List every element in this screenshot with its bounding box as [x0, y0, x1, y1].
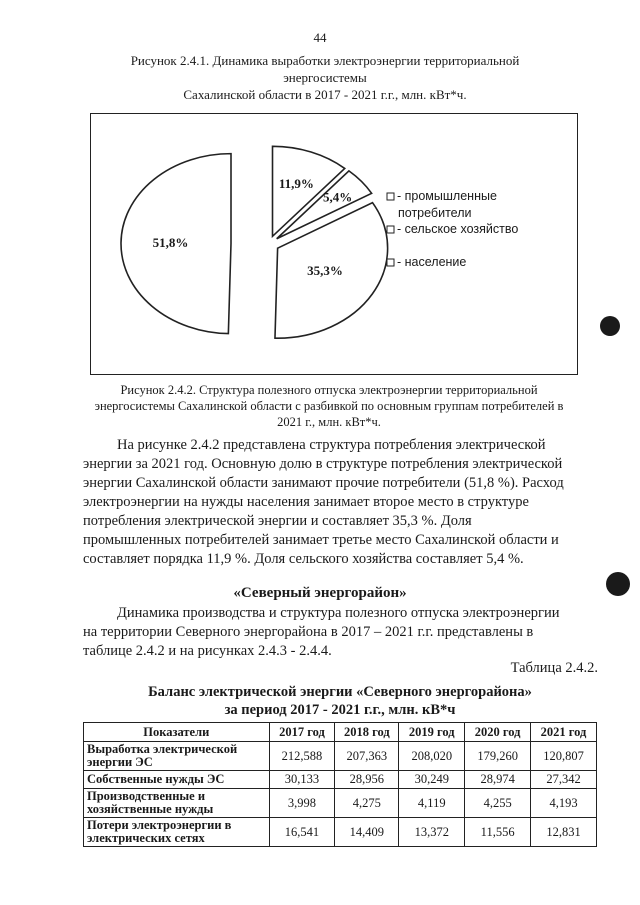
- table-cell: 208,020: [399, 742, 465, 771]
- paragraph-line: на территории Северного энергорайона в 2017 – 2021 г.г. представлены в: [83, 624, 534, 640]
- table-cell: 120,807: [531, 742, 597, 771]
- paragraph-line: На рисунке 2.4.2 представлена структура потребления электрической: [117, 437, 546, 453]
- table-cell: 30,249: [399, 771, 465, 789]
- row-label: Производственные и хозяйственные нужды: [84, 789, 270, 818]
- table-header-row: [84, 723, 597, 742]
- hole-punch-mark: [600, 316, 620, 336]
- table-row: [84, 742, 597, 771]
- column-header: 2020 год: [465, 723, 531, 742]
- figure-2-4-1-caption: [90, 52, 560, 103]
- table-cell: 16,541: [269, 818, 335, 847]
- table-cell: 27,342: [531, 771, 597, 789]
- table-cell: 4,119: [399, 789, 465, 818]
- hole-punch-mark: [606, 572, 630, 596]
- table-cell: 13,372: [399, 818, 465, 847]
- row-label: Выработка электрической энергии ЭС: [84, 742, 270, 771]
- legend-entry-industrial: - промышленные: [397, 189, 497, 203]
- table-cell: 14,409: [335, 818, 399, 847]
- balance-table: [83, 722, 597, 847]
- figure-2-4-2-caption: [90, 382, 568, 430]
- slice-label: 35,3%: [307, 263, 343, 279]
- table-row: [84, 771, 597, 789]
- column-header: 2018 год: [335, 723, 399, 742]
- paragraph-line: электроэнергии на нужды населения занимает второе место в структуре: [83, 494, 529, 510]
- paragraph-line: энергии за 2021 год. Основную долю в структуре потребления электрической: [83, 456, 563, 472]
- chart-legend: [387, 189, 518, 269]
- pie-chart: [91, 114, 576, 373]
- paragraph-line: составляет порядка 11,9 %. Доля сельского хозяйства составляет 5,4 %.: [83, 551, 524, 567]
- legend-entry-industrial-cont: потребители: [398, 206, 472, 220]
- table-row: [84, 818, 597, 847]
- slice-label: 51,8%: [152, 235, 189, 251]
- table-cell: 30,133: [269, 771, 335, 789]
- table-label: Таблица 2.4.2.: [510, 660, 598, 676]
- row-label: Потери электроэнергии в электрических сетях: [84, 818, 270, 847]
- legend-swatch-industrial: [387, 193, 394, 200]
- column-header: 2019 год: [399, 723, 465, 742]
- paragraph-northern-region: [83, 604, 597, 661]
- slice-label: 5,4%: [323, 189, 353, 205]
- legend-swatch-agriculture: [387, 226, 394, 233]
- paragraph-line: энергии Сахалинской области занимают прочие потребители (51,8 %). Расход: [83, 475, 564, 491]
- caption-line: 2021 г., млн. кВт*ч.: [277, 415, 381, 429]
- paragraph-line: Динамика производства и структура полезного отпуска электроэнергии: [117, 605, 560, 621]
- legend-entry-agriculture: - сельское хозяйство: [397, 222, 519, 236]
- caption-line: Рисунок 2.4.2. Структура полезного отпуска электроэнергии территориальной: [120, 383, 538, 397]
- table-cell: 28,974: [465, 771, 531, 789]
- section-heading: «Северный энергорайон»: [233, 585, 407, 601]
- caption-line: энергосистемы Сахалинской области с разбивкой по основным группам потребителей в: [94, 399, 564, 413]
- table-cell: 212,588: [269, 742, 335, 771]
- legend-entry-population: - население: [397, 255, 467, 269]
- pie-chart-frame: [90, 113, 578, 375]
- caption-line: Сахалинской области в 2017 - 2021 г.г., млн. кВт*ч.: [183, 87, 467, 102]
- paragraph-consumption-structure: [83, 436, 597, 569]
- table-cell: 207,363: [335, 742, 399, 771]
- slice-label: 11,9%: [278, 176, 314, 192]
- table-title-line: за период 2017 - 2021 г.г., млн. кВ*ч: [224, 702, 456, 718]
- table-cell: 4,193: [531, 789, 597, 818]
- column-header: Показатели: [84, 723, 270, 742]
- table-title-line: Баланс электрической энергии «Северного энергорайона»: [148, 684, 532, 700]
- table-cell: 179,260: [465, 742, 531, 771]
- paragraph-line: таблице 2.4.2 и на рисунках 2.4.3 - 2.4.4.: [83, 643, 332, 659]
- column-header: 2017 год: [269, 723, 335, 742]
- caption-line: Рисунок 2.4.1. Динамика выработки электроэнергии территориальной энергосистемы: [130, 53, 520, 85]
- table-cell: 28,956: [335, 771, 399, 789]
- legend-swatch-population: [387, 259, 394, 266]
- table-row: [84, 789, 597, 818]
- paragraph-line: промышленных потребителей занимает третье место Сахалинской области и: [83, 532, 559, 548]
- table-cell: 3,998: [269, 789, 335, 818]
- page-number: 44: [313, 30, 327, 45]
- table-cell: 4,275: [335, 789, 399, 818]
- paragraph-line: потребления электрической энергии и составляет 35,3 %. Доля: [83, 513, 472, 529]
- table-title: [90, 683, 590, 719]
- row-label: Собственные нужды ЭС: [84, 771, 270, 789]
- column-header: 2021 год: [531, 723, 597, 742]
- table-cell: 11,556: [465, 818, 531, 847]
- table-cell: 12,831: [531, 818, 597, 847]
- table-cell: 4,255: [465, 789, 531, 818]
